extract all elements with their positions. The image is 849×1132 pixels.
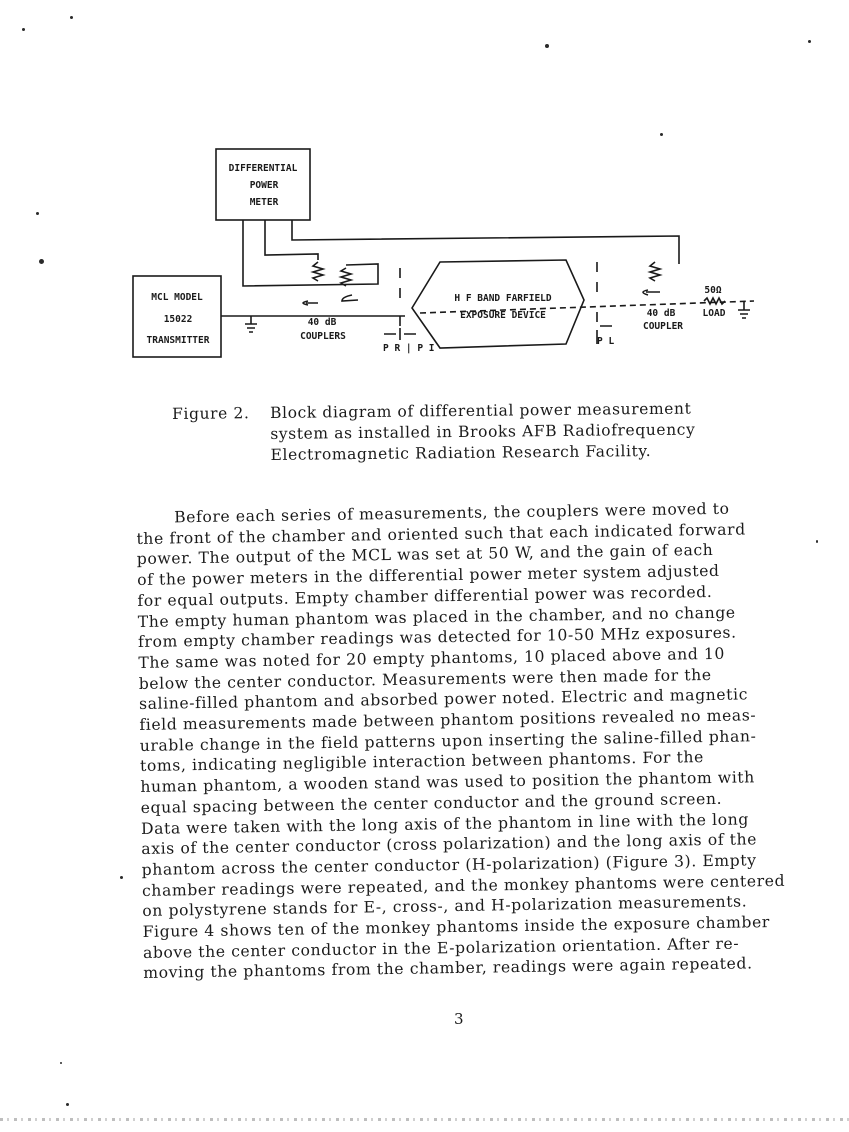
body-line: Before each series of measurements, the couplers were moved to bbox=[174, 499, 730, 527]
body-line: below the center conductor. Measurements were then made for the bbox=[138, 665, 712, 693]
body-line: The same was noted for 20 empty phantoms, 10 placed above and 10 bbox=[138, 644, 726, 672]
exposure-device-label: H F BAND FARFIELD bbox=[454, 293, 552, 304]
coupler-coil bbox=[341, 268, 351, 286]
power-meter-label: POWER bbox=[249, 180, 279, 191]
coupler-element bbox=[643, 290, 660, 295]
body-line: on polystyrene stands for E-, cross-, and H-polarization measurements. bbox=[142, 892, 748, 921]
pr-pi-label: P R | P I bbox=[383, 343, 435, 354]
scan-speck bbox=[60, 1062, 62, 1064]
transmitter-label: 15022 bbox=[163, 314, 193, 325]
body-line: the front of the chamber and oriented such that each indicated forward bbox=[136, 520, 746, 548]
ground-symbol bbox=[738, 302, 750, 318]
body-line: phantom across the center conductor (H-polarization) (Figure 3). Empty bbox=[141, 851, 757, 879]
scan-speck bbox=[120, 876, 123, 879]
power-meter-lead bbox=[243, 220, 378, 286]
body-line: power. The output of the MCL was set at 50 W, and the gain of each bbox=[136, 541, 714, 569]
body-line: urable change in the field patterns upon inserting the saline-filled phan- bbox=[139, 727, 757, 755]
caption-line: Block diagram of differential power measurement bbox=[270, 399, 692, 422]
figure-caption-text bbox=[270, 398, 741, 466]
coupler-label: COUPLER bbox=[642, 321, 684, 332]
couplers-label: 40 dB bbox=[307, 317, 337, 328]
couplers-label: COUPLERS bbox=[300, 331, 346, 342]
coupler-element bbox=[303, 301, 318, 305]
body-line: The empty human phantom was placed in the chamber, and no change bbox=[137, 603, 736, 631]
body-line: field measurements made between phantom positions revealed no meas- bbox=[139, 706, 757, 735]
body-line: for equal outputs. Empty chamber differential power was recorded. bbox=[137, 582, 713, 610]
coupler-label: 40 dB bbox=[646, 308, 676, 319]
body-paragraph bbox=[136, 498, 793, 984]
body-line: Data were taken with the long axis of the phantom in line with the long bbox=[140, 809, 750, 838]
page-number: 3 bbox=[454, 1010, 464, 1028]
power-meter-lead bbox=[292, 220, 679, 264]
body-line: human phantom, a wooden stand was used to position the phantom with bbox=[140, 768, 756, 797]
probe-marker bbox=[384, 328, 416, 340]
body-line: from empty chamber readings was detected for 10-50 MHz exposures. bbox=[137, 623, 737, 652]
figure-label: Figure 2. bbox=[172, 404, 250, 423]
body-line: moving the phantoms from the chamber, readings were again repeated. bbox=[143, 954, 753, 983]
coupler-element bbox=[342, 295, 358, 301]
body-line: toms, indicating negligible interaction between phantoms. For the bbox=[139, 748, 705, 776]
load-label: 50Ω bbox=[704, 285, 722, 296]
transmitter-label: TRANSMITTER bbox=[146, 335, 210, 346]
load-label: LOAD bbox=[702, 308, 726, 319]
exposure-device-label: EXPOSURE DEVICE bbox=[460, 310, 546, 321]
body-line: of the power meters in the differential power meter system adjusted bbox=[136, 561, 720, 590]
body-line: saline-filled phantom and absorbed power noted. Electric and magnetic bbox=[138, 685, 749, 714]
body-line: chamber readings were repeated, and the monkey phantoms were centered bbox=[141, 871, 786, 900]
scan-edge-noise bbox=[0, 1118, 849, 1121]
transmitter-label: MCL MODEL bbox=[151, 292, 203, 303]
pl-label: P L bbox=[597, 336, 615, 347]
power-meter-label: DIFFERENTIAL bbox=[228, 163, 298, 174]
coupler-coil bbox=[313, 262, 323, 281]
body-line: above the center conductor in the E-polarization orientation. After re- bbox=[142, 934, 740, 962]
power-meter-label: METER bbox=[249, 197, 279, 208]
exposure-device-outline bbox=[412, 260, 584, 348]
ground-symbol bbox=[245, 316, 257, 332]
coupler-coil bbox=[650, 262, 660, 281]
probe-marker bbox=[597, 262, 612, 344]
scan-speck bbox=[66, 1103, 69, 1106]
caption-line: Electromagnetic Radiation Research Facility. bbox=[270, 441, 652, 464]
body-line: Figure 4 shows ten of the monkey phantoms inside the exposure chamber bbox=[142, 913, 771, 942]
scan-speck bbox=[816, 540, 818, 543]
caption-line: system as installed in Brooks AFB Radiofrequency bbox=[270, 420, 696, 443]
body-line: axis of the center conductor (cross polarization) and the long axis of the bbox=[141, 830, 758, 859]
body-line: equal spacing between the center conductor and the ground screen. bbox=[140, 789, 723, 817]
block-diagram bbox=[0, 0, 849, 400]
